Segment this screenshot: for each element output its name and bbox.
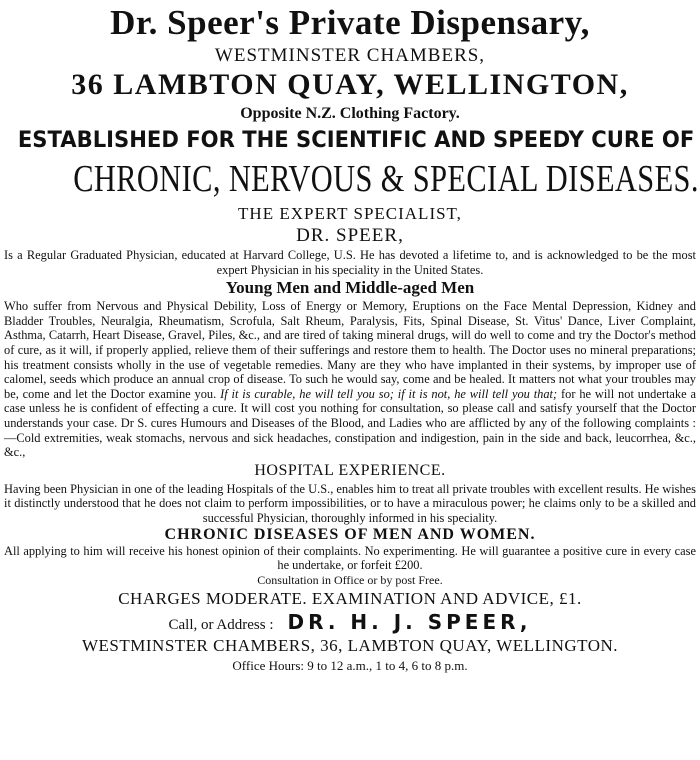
young-men-text-b: for he will not undertake a case unless he is confident of effecting a cure. It will cost you nothing for consultation, so please call and satisfy yourself that the Doctor understands your case. Dr S. cures Humours and Diseases of the Blood, and Ladies who are afflicted by any of the following complaints :—Cold extremities, weak stomachs, nervous and sick headaches, constipation and indigestion, pain in the side and back, leucorrhea, &c., &c., <box>4 386 696 460</box>
young-men-heading: Young Men and Middle-aged Men <box>225 278 475 298</box>
intro-paragraph: Is a Regular Graduated Physician, educated at Harvard College, U.S. He has devoted a lifetime to, and is acknowledged to be the most expert Physician in his speciality in the United States. <box>4 248 696 277</box>
address-line-2: 36 LAMBTON QUAY, WELLINGTON, <box>71 68 629 101</box>
address-line-1: WESTMINSTER CHAMBERS, <box>214 45 486 66</box>
diseases-heading: CHRONIC, NERVOUS & SPECIAL DISEASES. <box>73 158 699 200</box>
established-line: ESTABLISHED FOR THE SCIENTIFIC AND SPEEDY CURE OF <box>17 128 695 153</box>
expert-label: THE EXPERT SPECIALIST, <box>238 204 462 223</box>
chronic-heading: CHRONIC DISEASES OF MEN AND WOMEN. <box>164 525 536 543</box>
opposite-note: Opposite N.Z. Clothing Factory. <box>240 105 460 122</box>
call-label: Call, or Address : <box>168 616 274 633</box>
charges-line: CHARGES MODERATE. EXAMINATION AND ADVICE, £1. <box>118 588 582 608</box>
consultation-note: Consultation in Office or by post Free. <box>257 572 443 587</box>
hospital-heading: HOSPITAL EXPERIENCE. <box>254 461 446 479</box>
hospital-paragraph: Having been Physician in one of the leading Hospitals of the U.S., enables him to treat all private troubles with excellent results. He wishes it distinctly understood that he does not claim to perform impossibilities, or to have a miraculous power; he claims only to be a skilled and successful Physician, thoroughly informed in his speciality. <box>4 481 696 525</box>
young-men-text-italic: If it is curable, he will tell you so; if it is not, he will tell you that; <box>220 386 558 401</box>
office-hours: Office Hours: 9 to 12 a.m., 1 to 4, 6 to 8 p.m. <box>232 657 468 673</box>
chronic-paragraph: All applying to him will receive his honest opinion of their complaints. No experimenting. He will guarantee a positive cure in every case he undertake, or forfeit £200. <box>4 543 696 573</box>
contact-name: DR. H. J. SPEER, <box>287 609 532 634</box>
advert-title: Dr. Speer's Private Dispensary, <box>110 3 590 42</box>
footer-address: WESTMINSTER CHAMBERS, 36, LAMBTON QUAY, WELLINGTON. <box>82 635 618 655</box>
doctor-name: DR. SPEER, <box>296 225 404 246</box>
young-men-text-a: Who suffer from Nervous and Physical Debility, Loss of Energy or Memory, Eruptions on the Face Mental Depression, Kidney and Bladder Troubles, Neuralgia, Rheumatism, Scrofula, Salt Rheum, Paralysis, Fits, Spinal Disease, St. Vitus' Dance, Liver Complaint, Asthma, Catarrh, Heart Disease, Gravel, Piles, &c., and are tired of taking mineral drugs, will do well to come and try the Doctor's method of cure, as it will, if properly applied, relieve them of their sufferings and restore them to health. The Doctor uses no mineral preparations; his treatment consists wholly in the use of vegetable remedies. Many are they who have implanted in their systems, by improper use of calomel, seeds which produce an annual crop of disease. To such he would say, come and be healed. It matters not what your troubles may be, come and let the Doctor examine you. <box>4 299 696 401</box>
contact-row <box>4 611 696 636</box>
young-men-paragraph <box>4 299 696 460</box>
